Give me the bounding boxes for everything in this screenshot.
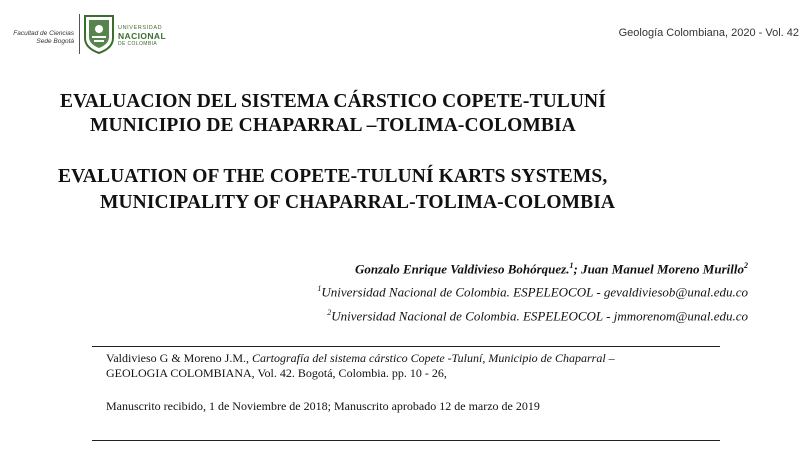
university-name: [118, 25, 166, 48]
author-separator: ;: [573, 261, 582, 277]
campus-name: Sede Bogotá: [36, 38, 74, 45]
author-1: Gonzalo Enrique Valdivieso Bohórquez.: [354, 261, 570, 277]
citation-authors: Valdivieso G & Moreno J.M.,: [106, 351, 252, 365]
citation-source: GEOLOGIA COLOMBIANA, Vol. 42. Bogotá, Colombia. pp. 10 - 26,: [106, 366, 447, 380]
affiliation-1-text: Universidad Nacional de Colombia. ESPELEOCOL - gevaldiviesob@unal.edu.co: [321, 284, 748, 300]
author-1-sup: 1: [569, 261, 574, 270]
title-spanish-line2: MUNICIPIO DE CHAPARRAL –TOLIMA-COLOMBIA: [90, 115, 576, 136]
journal-reference: Geología Colombiana, 2020 - Vol. 42: [618, 27, 799, 39]
affiliation-2: [317, 303, 748, 326]
title-spanish-line1: EVALUACION DEL SISTEMA CÁRSTICO COPETE-TULUNÍ: [60, 91, 606, 112]
affiliation-2-sup: 2: [327, 307, 332, 317]
citation-title: Cartografía del sistema cárstico Copete -Tuluní, Municipio de Chaparral –: [252, 351, 615, 365]
affiliation-1-sup: 1: [317, 284, 322, 294]
faculty-name: Facultad de Ciencias: [13, 30, 74, 37]
author-2-sup: 2: [744, 261, 748, 270]
author-names: [317, 256, 748, 279]
manuscript-dates: Manuscrito recibido, 1 de Noviembre de 2018; Manuscrito aprobado 12 de marzo de 2019: [106, 399, 540, 413]
title-english-line2: MUNICIPALITY OF CHAPARRAL-TOLIMA-COLOMBIA: [100, 192, 616, 213]
shield-icon: [83, 14, 115, 54]
title-english-line1: EVALUATION OF THE COPETE-TULUNÍ KARTS SYSTEMS,: [58, 166, 608, 187]
citation-top-rule: [92, 346, 720, 347]
faculty-label: [4, 30, 74, 46]
affiliation-2-text: Universidad Nacional de Colombia. ESPELEOCOL - jmmorenom@unal.edu.co: [331, 307, 748, 323]
university-line3: DE COLOMBIA: [118, 41, 158, 47]
university-line1: UNIVERSIDAD: [118, 25, 163, 31]
authors-block: [317, 256, 748, 326]
author-2: Juan Manuel Moreno Murillo: [581, 261, 744, 277]
affiliation-1: [317, 279, 748, 302]
header-divider: [79, 14, 80, 54]
university-shield-logo: [83, 14, 115, 54]
citation-text: [106, 351, 716, 381]
citation-bottom-rule: [92, 440, 720, 441]
university-line2: NACIONAL: [118, 31, 167, 41]
